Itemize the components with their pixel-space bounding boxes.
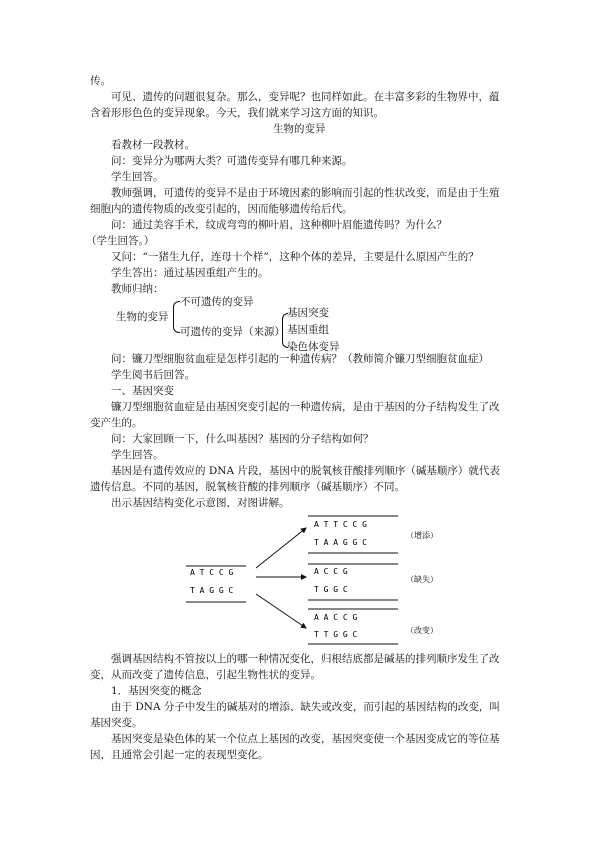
text-line: 学生阅书后回答。 <box>111 369 195 381</box>
text-line: 基因突变。 <box>90 717 143 729</box>
original-top-strand: A T C C G <box>190 568 234 577</box>
text-line: 问：变异分为哪两大类？可遗传变异有哪几种来源。 <box>111 155 353 167</box>
text-line: 基因是有遗传效应的 DNA 片段，基因中的脱氧核苷酸排列顺序（碱基顺序）就代表 <box>111 465 500 477</box>
text-line: 问：通过美容手术，纹成弯弯的柳叶眉，这种柳叶眉能遗传吗？为什么？ <box>111 219 447 231</box>
deletion-label: （缺失） <box>406 575 438 584</box>
text-line: 学生回答。 <box>111 449 164 461</box>
text-line: 强调基因结构不管按以上的哪一种情况变化，归根结底都是碱基的排列顺序发生了改 <box>111 653 500 665</box>
text-line: 学生答出：通过基因重组产生的。 <box>111 267 269 279</box>
addition-label: （增添） <box>406 531 438 540</box>
tree-source-gene-mutation: 基因突变 <box>287 307 329 319</box>
text-line: 学生回答。 <box>111 171 164 183</box>
tree-brace <box>173 301 180 333</box>
text-line: 可见、遗传的问题很复杂。那么，变异呢？也同样如此。在丰富多彩的生物界中，蕴 <box>111 91 500 103</box>
arrow-to-addition <box>256 528 306 568</box>
text-line: 遗传信息。不同的基因，脱氧核苷酸的排列顺序（碱基顺序）不同。 <box>90 481 405 493</box>
text-line: 因，且通常会引起一定的表现型变化。 <box>90 749 269 761</box>
arrow-to-change <box>256 594 306 628</box>
change-label: （改变） <box>406 626 438 635</box>
addition-top-strand: A T T C C G <box>314 520 367 529</box>
tree-root: 生物的变异 <box>116 311 169 323</box>
text-line: 细胞内的遗传物质的改变引起的，因而能够遗传给后代。 <box>90 203 353 215</box>
text-line: 出示基因结构变化示意图，对图讲解。 <box>111 497 290 509</box>
tree-branch-heritable: 可遗传的变异（来源） <box>180 326 285 338</box>
text-line: 基因突变是染色体的某一个位点上基因的改变，基因突变使一个基因变成它的等位基 <box>111 733 500 745</box>
text-line: 由于 DNA 分子中发生的碱基对的增添、缺失或改变，而引起的基因结构的改变，叫 <box>111 701 500 713</box>
text-line: 镰刀型细胞贫血症是由基因突变引起的一种遗传病，是由于基因的分子结构发生了改 <box>111 401 500 413</box>
text-line: 含着形形色色的变异现象。今天，我们就来学习这方面的知识。 <box>90 107 384 119</box>
tree-source-chromosome: 染色体变异 <box>287 341 340 353</box>
text-line: 变产生的。 <box>90 417 143 429</box>
text-line: 问：大家回顾一下，什么叫基因？基因的分子结构如何？ <box>111 433 374 445</box>
tree-source-recombination: 基因重组 <box>287 324 329 336</box>
change-top-strand: A A C C G <box>314 613 358 622</box>
change-bottom-strand: T T G G C <box>314 630 358 639</box>
deletion-top-strand: A C C G <box>314 567 348 576</box>
text-line: 传。 <box>90 75 111 87</box>
text-line: （学生回答。） <box>86 235 155 247</box>
deletion-bottom-strand: T G G C <box>314 585 348 594</box>
addition-bottom-strand: T A A G G C <box>314 538 367 547</box>
section-title: 生物的变异 <box>273 123 326 135</box>
text-line: 问：镰刀型细胞贫血症是怎样引起的一种遗传病？（教师简介镰刀型细胞贫血症） <box>111 353 489 365</box>
tree-branch-nonheritable: 不可遗传的变异 <box>180 296 254 308</box>
gene-structure-diagram <box>180 508 440 648</box>
text-line: 教师归纳： <box>111 283 164 295</box>
original-bottom-strand: T A G G C <box>190 586 234 595</box>
heading: 一、基因突变 <box>111 385 174 397</box>
text-line: 教师强调，可遗传的变异不是由于环境因素的影响而引起的性状改变，而是由于生殖 <box>111 187 500 199</box>
subheading: 1．基因突变的概念 <box>111 685 202 697</box>
text-line: 又问：“一猪生九仔，连母十个样”，这种个体的差异，主要是什么原因产生的？ <box>111 251 479 263</box>
text-line: 变，从而改变了遗传信息，引起生物性状的变异。 <box>90 669 321 681</box>
text-line: 看教材一段教材。 <box>111 139 195 151</box>
